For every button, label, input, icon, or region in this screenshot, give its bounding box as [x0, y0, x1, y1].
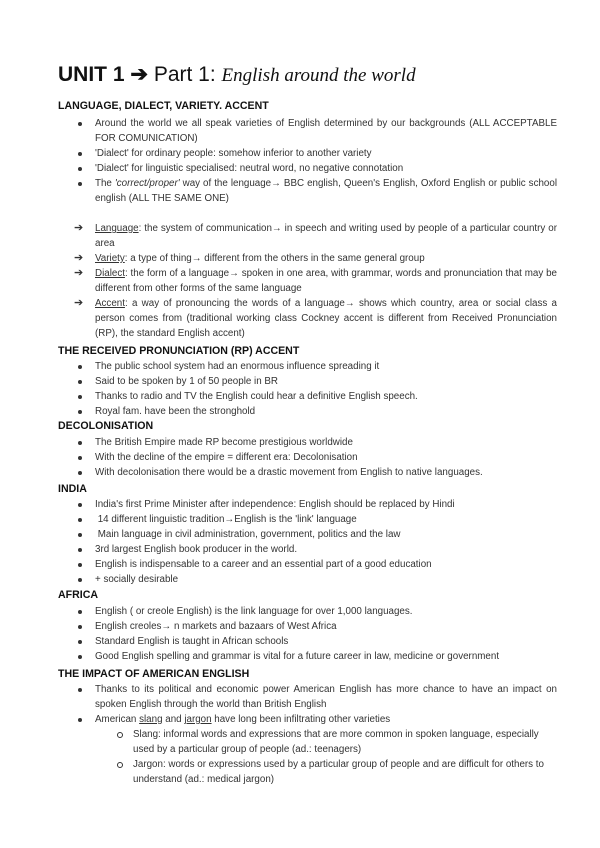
sub-list-item: Jargon: words or expressions used by a particular group of people and are difficult for others to understand (ad.: medical jargon) — [133, 759, 544, 785]
arrow-bullet-icon: ➔ — [74, 252, 84, 264]
list-text-italic: 'correct/proper' — [114, 178, 180, 189]
section-heading: AFRICA — [58, 589, 99, 601]
section-heading: THE RECEIVED PRONUNCIATION (RP) ACCENT — [58, 345, 300, 357]
list-item: + socially desirable — [95, 574, 179, 585]
list-text: and — [162, 714, 185, 725]
list-item: Standard English is taught in African schools — [95, 636, 289, 647]
arrow-bullet-icon: ➔ — [74, 222, 84, 234]
page-title — [58, 62, 416, 89]
section-heading: INDIA — [58, 483, 87, 495]
term: Variety — [95, 253, 125, 264]
arrow-bullet-icon: ➔ — [74, 267, 84, 279]
list-item: India's first Prime Minister after independence: English should be replaced by Hindi — [95, 499, 455, 510]
term: jargon — [184, 714, 212, 725]
definition: : the system of communication→ in speech and writing used by people of a particular country or area — [95, 223, 557, 249]
title-subtitle: English around the world — [221, 65, 416, 86]
definition: : a type of thing→ different from the others in the same general group — [124, 253, 425, 264]
list-item — [95, 712, 557, 727]
list-item: 14 different linguistic tradition→English is the 'link' language — [95, 514, 357, 525]
sub-list-item: Slang: informal words and expressions that are more common in spoken language, especially used by a particular group of people (ad.: teenagers) — [133, 729, 539, 755]
definition: : a way of pronouncing the words of a language→ shows which country, area or social class a person comes from (traditional working class Cockney accent is different from Received Pronunciation (RP), the standard English accent) — [95, 298, 557, 339]
definition-item — [95, 266, 557, 296]
list-item: With the decline of the empire = different era: Decolonisation — [95, 452, 358, 463]
title-part: Part 1: — [153, 63, 216, 86]
definition-item — [95, 221, 557, 251]
term: Dialect — [95, 268, 125, 279]
title-unit: UNIT 1 — [58, 63, 125, 86]
list-item: Good English spelling and grammar is vital for a future career in law, medicine or government — [95, 651, 500, 662]
list-item: Thanks to radio and TV the English could hear a definitive English speech. — [95, 391, 418, 402]
title-arrow-icon: ➔ — [130, 63, 148, 86]
list-item: English ( or creole English) is the link language for over 1,000 languages. — [95, 606, 413, 617]
list-item: Said to be spoken by 1 of 50 people in BR — [95, 376, 279, 387]
term: Language — [95, 223, 139, 234]
list-item: Around the world we all speak varieties of English determined by our backgrounds (ALL ACCEPTABLE FOR COMUNICATION) — [95, 118, 557, 144]
list-item: Thanks to its political and economic power American English has more chance to have an impact on spoken English through the world than British English — [95, 684, 557, 710]
list-text: way of the lenguage→ BBC english, Queen's English, Oxford English or public school english (ALL THE SAME ONE) — [95, 178, 557, 204]
list-item: 3rd largest English book producer in the world. — [95, 544, 298, 555]
list-item: The public school system had an enormous influence spreading it — [95, 361, 380, 372]
list-item: 'Dialect' for linguistic specialised: neutral word, no negative connotation — [95, 163, 404, 174]
list-item: English creoles→ n markets and bazaars of West Africa — [95, 621, 337, 632]
list-item: 'Dialect' for ordinary people: somehow inferior to another variety — [95, 148, 372, 159]
list-item: Royal fam. have been the stronghold — [95, 406, 256, 417]
section-heading: THE IMPACT OF AMERICAN ENGLISH — [58, 668, 250, 680]
list-item: Main language in civil administration, government, politics and the law — [95, 529, 401, 540]
list-item: The British Empire made RP become prestigious worldwide — [95, 437, 353, 448]
list-text: American — [95, 714, 140, 725]
list-item: With decolonisation there would be a drastic movement from English to native languages. — [95, 467, 483, 478]
list-item — [95, 176, 557, 206]
definition-item — [95, 251, 557, 266]
section-heading: DECOLONISATION — [58, 420, 154, 432]
list-item: English is indispensable to a career and an essential part of a good education — [95, 559, 432, 570]
arrow-bullet-icon: ➔ — [74, 297, 84, 309]
list-text: have long been infiltrating other varieties — [211, 714, 391, 725]
term: slang — [139, 714, 163, 725]
term: Accent — [95, 298, 125, 309]
section-heading: LANGUAGE, DIALECT, VARIETY. ACCENT — [58, 100, 269, 112]
definition-item — [95, 296, 557, 341]
list-text: The — [95, 178, 115, 189]
definition: : the form of a language→ spoken in one area, with grammar, words and pronunciation that may be different from other forms of the same language — [95, 268, 557, 294]
